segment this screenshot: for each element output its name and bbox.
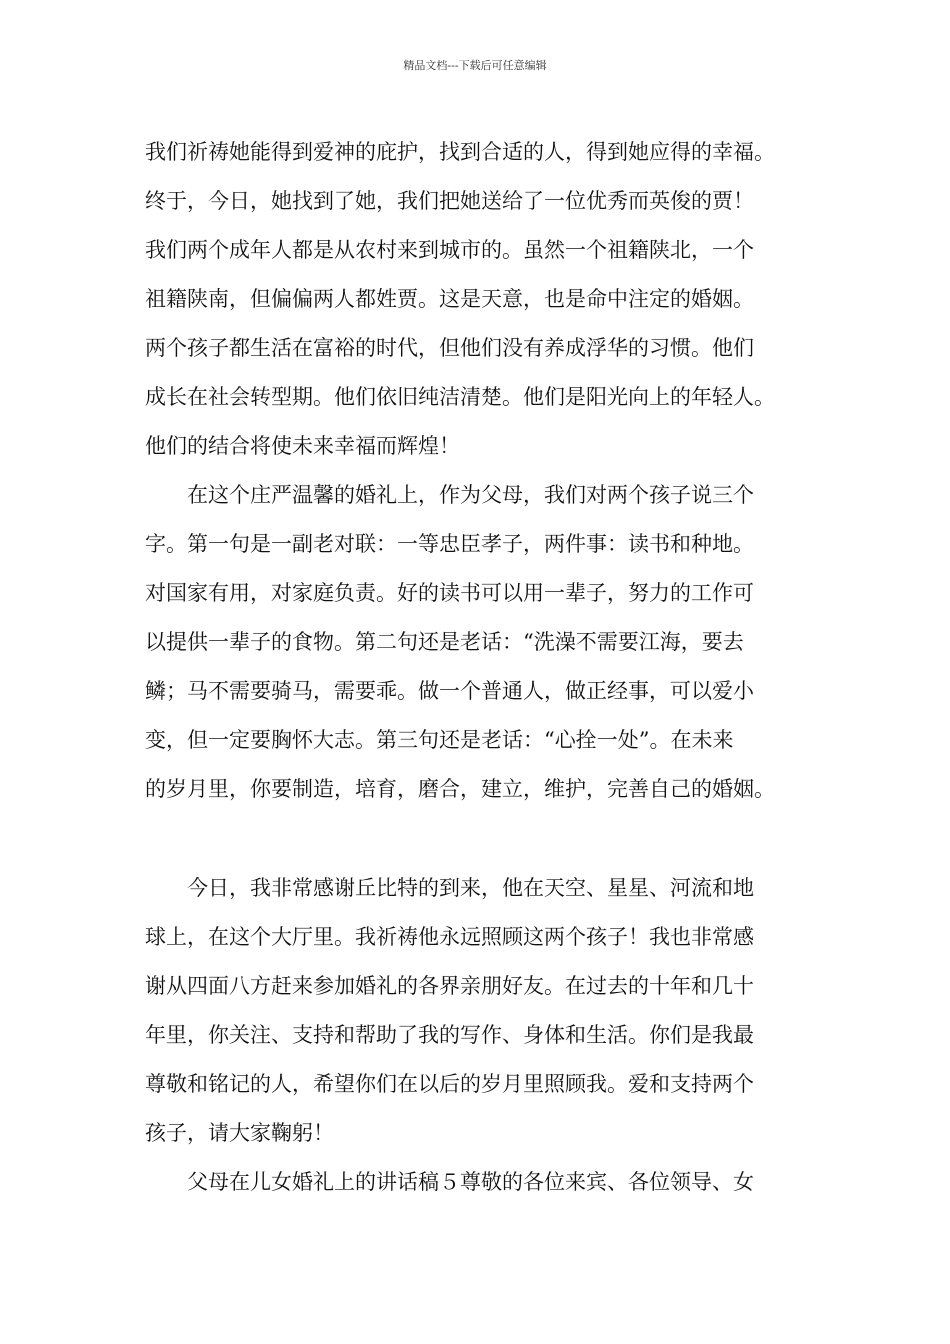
text-line: 今日，我非常感谢丘比特的到来，他在天空、星星、河流和地: [187, 876, 754, 900]
text-line: 尊敬和铭记的人，希望你们在以后的岁月里照顾我。爱和支持两个: [145, 1072, 754, 1096]
text-line: 字。第一句是一副老对联：一等忠臣孝子，两件事：读书和种地。: [145, 532, 754, 556]
text-line: 年里，你关注、支持和帮助了我的写作、身体和生活。你们是我最: [145, 1023, 754, 1047]
text-line: 对国家有用，对家庭负责。好的读书可以用一辈子，努力的工作可: [145, 581, 754, 605]
text-line: 球上，在这个大厅里。我祈祷他永远照顾这两个孩子！我也非常感: [145, 925, 754, 949]
page-header: 精品文档---下载后可任意编辑: [403, 59, 547, 72]
paragraph-1: [145, 128, 835, 471]
text-line: 两个孩子都生活在富裕的时代，但他们没有养成浮华的习惯。他们: [145, 336, 754, 360]
text-line: 谢从四面八方赶来参加婚礼的各界亲朋好友。在过去的十年和几十: [145, 974, 754, 998]
text-line: 以提供一辈子的食物。第二句还是老话：“洗澡不需要江海，要去: [145, 630, 744, 654]
text-line: 鳞；马不需要骑马，需要乖。做一个普通人，做正经事，可以爱小: [145, 679, 754, 703]
text-line: 终于，今日，她找到了她，我们把她送给了一位优秀而英俊的贾！: [145, 189, 754, 213]
text-line: 祖籍陕南，但偏偏两人都姓贾。这是天意，也是命中注定的婚姻。: [145, 287, 754, 311]
text-line: 的岁月里，你要制造，培育，磨合，建立，维护，完善自己的婚姻。: [145, 777, 775, 801]
text-line: 孩子，请大家鞠躬！: [145, 1121, 334, 1145]
paragraph-3: [145, 864, 835, 1158]
text-line: 他们的结合将使未来幸福而辉煌！: [145, 434, 460, 458]
text-line: 在这个庄严温馨的婚礼上，作为父母，我们对两个孩子说三个: [187, 483, 754, 507]
paragraph-spacer: [145, 814, 835, 864]
text-line: 变，但一定要胸怀大志。第三句还是老话：“心拴一处”。在未来: [145, 728, 734, 752]
document-body: [145, 128, 835, 1207]
text-line: 我们祈祷她能得到爱神的庇护，找到合适的人，得到她应得的幸福。: [145, 140, 775, 164]
text-line: 我们两个成年人都是从农村来到城市的。虽然一个祖籍陕北，一个: [145, 238, 754, 262]
paragraph-4: [145, 1158, 835, 1207]
text-line: 父母在儿女婚礼上的讲话稿５尊敬的各位来宾、各位领导、女: [187, 1170, 754, 1194]
text-line: 成长在社会转型期。他们依旧纯洁清楚。他们是阳光向上的年轻人。: [145, 385, 775, 409]
paragraph-2: [145, 471, 835, 814]
